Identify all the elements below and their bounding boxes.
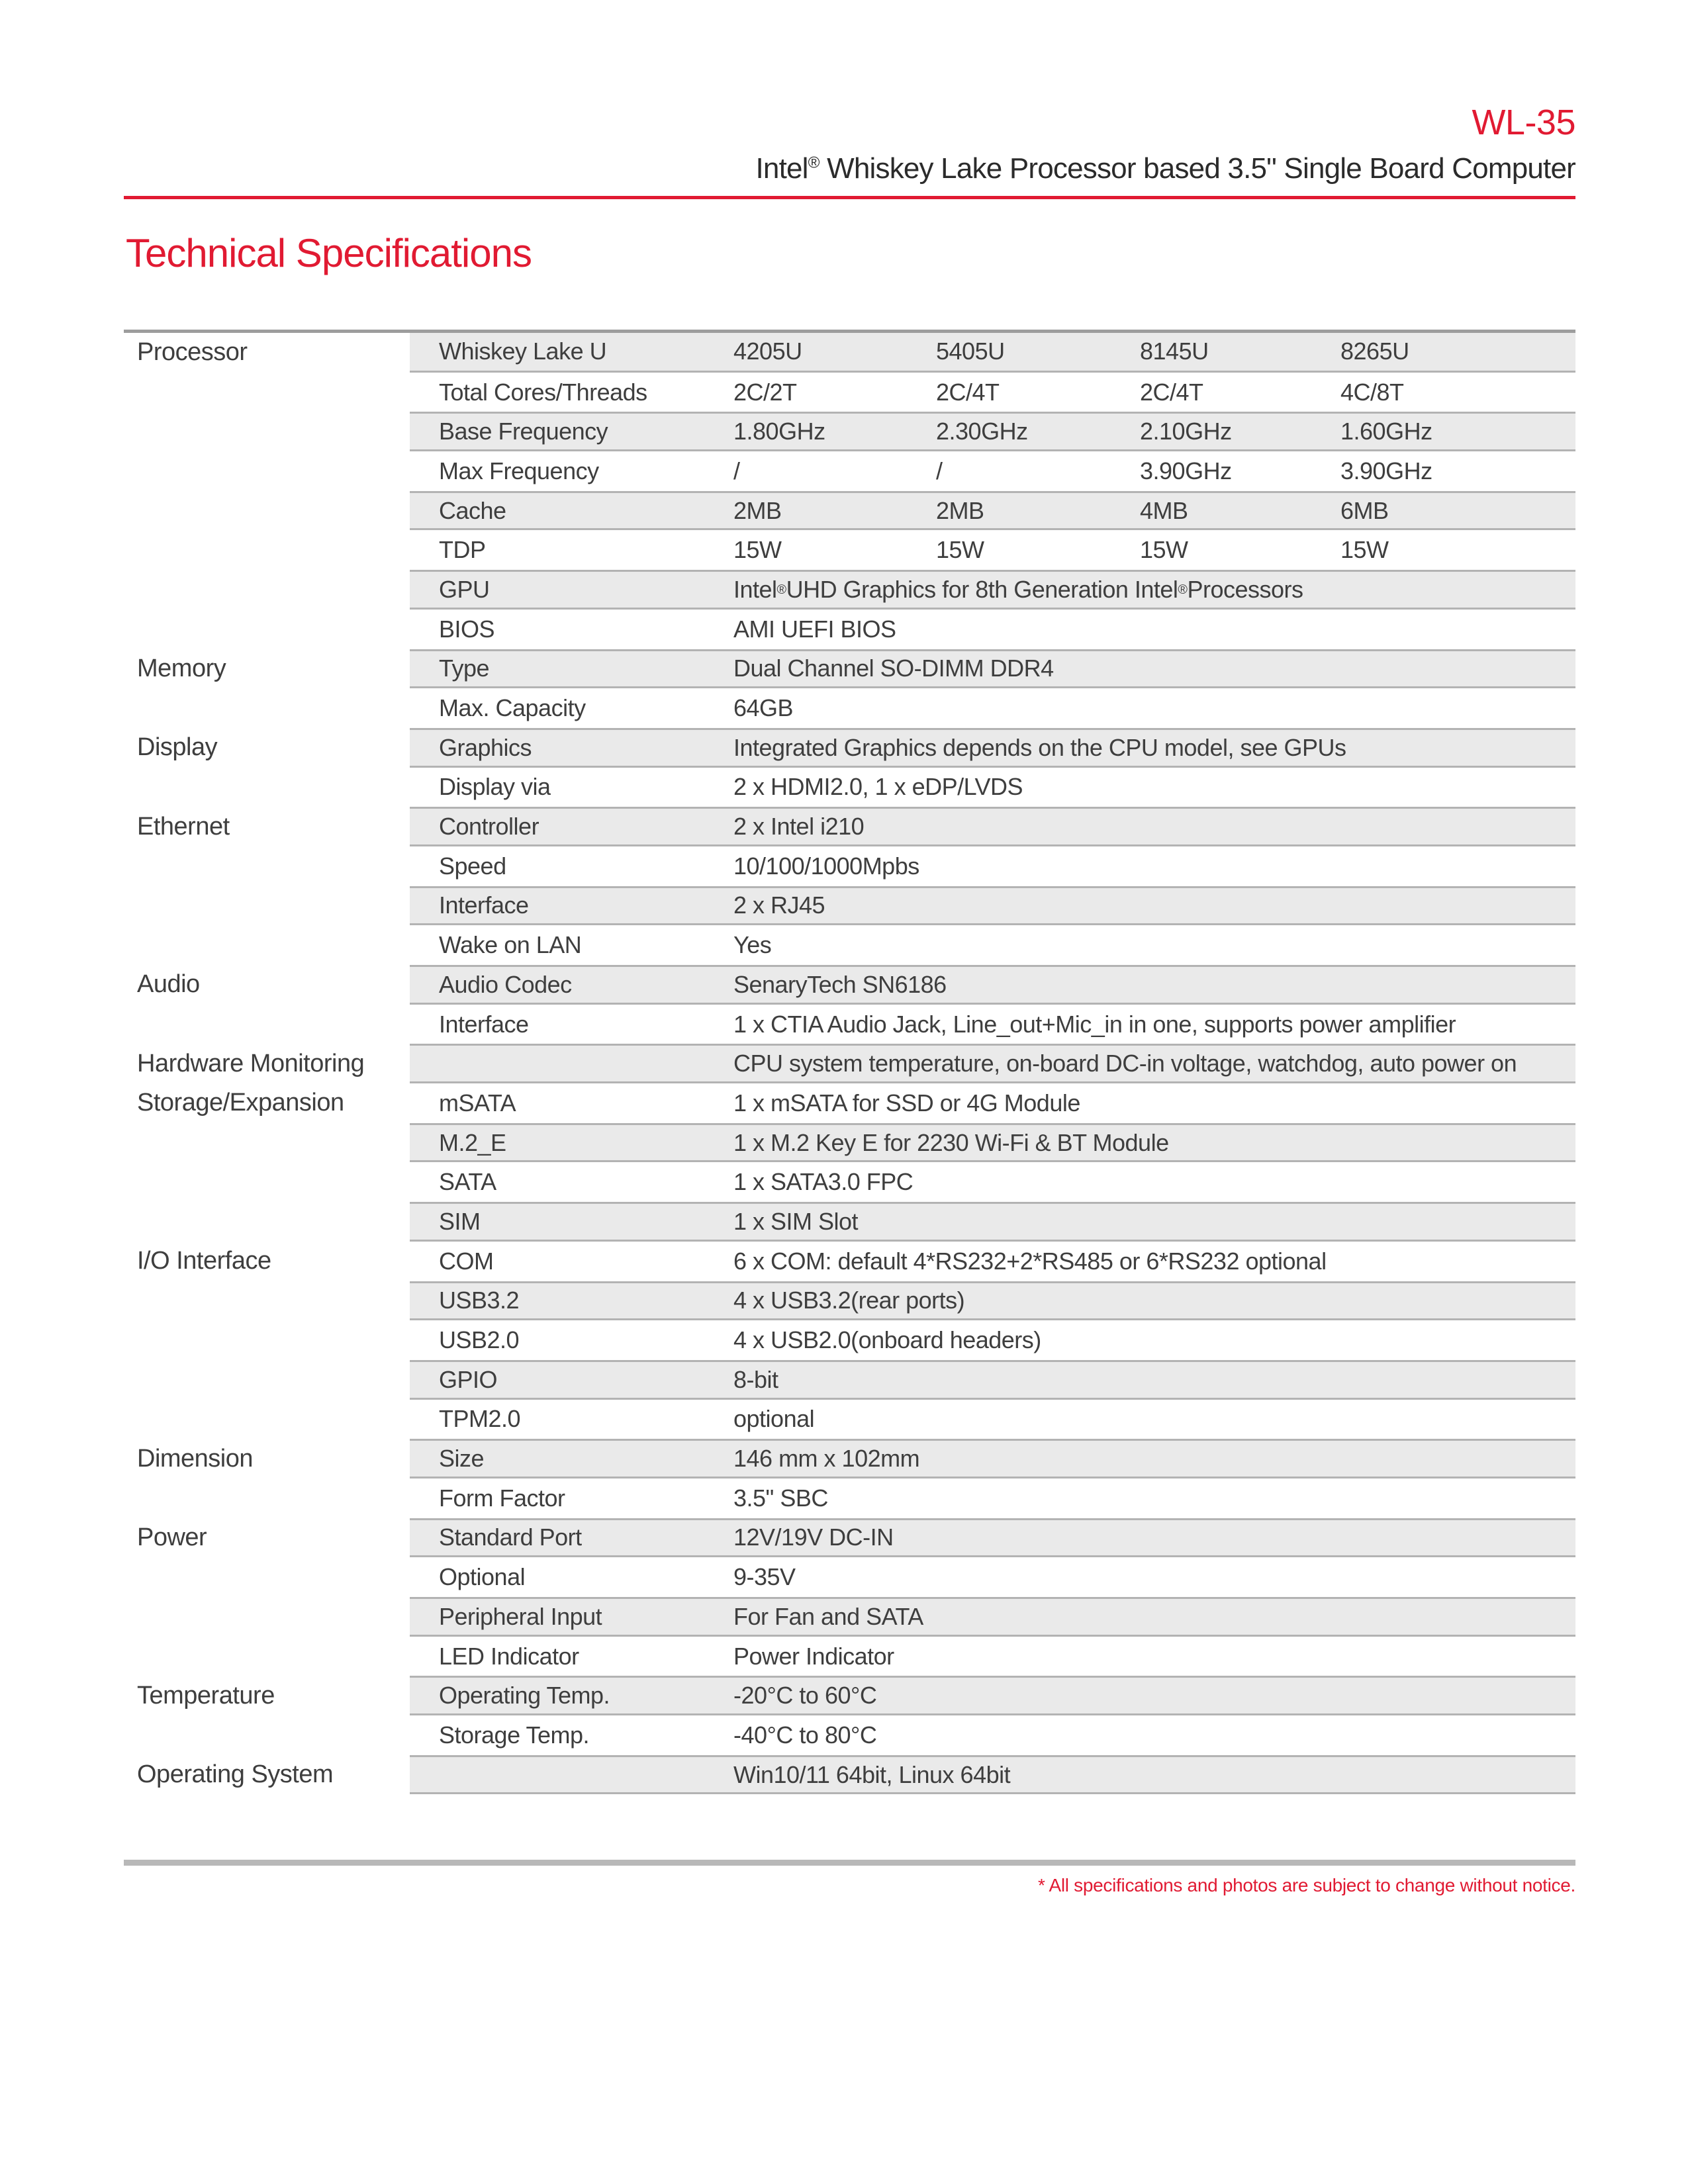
spec-label: Total Cores/Threads — [439, 378, 647, 406]
spec-value: 3.5" SBC — [733, 1484, 828, 1512]
category-cell — [124, 1202, 410, 1242]
spec-table — [124, 330, 1575, 1794]
category-cell — [124, 570, 410, 610]
row-content — [410, 1242, 1575, 1281]
row-content — [410, 1637, 1575, 1676]
row-content — [410, 1676, 1575, 1715]
spec-value: 4MB — [1140, 496, 1188, 524]
table-row — [124, 1676, 1575, 1715]
spec-value: 6MB — [1340, 496, 1389, 524]
spec-value: 3.90GHz — [1140, 457, 1232, 484]
spec-value: 2C/4T — [936, 378, 1000, 406]
spec-value: / — [936, 457, 943, 484]
table-row — [124, 1479, 1575, 1518]
category-cell — [124, 610, 410, 649]
row-content — [410, 965, 1575, 1005]
category-cell — [124, 1479, 410, 1518]
spec-value: / — [733, 457, 740, 484]
table-row — [124, 807, 1575, 846]
spec-value: 2MB — [733, 496, 782, 524]
row-content — [410, 649, 1575, 689]
spec-value: Power Indicator — [733, 1642, 894, 1670]
table-row — [124, 1597, 1575, 1637]
table-row — [124, 1162, 1575, 1202]
spec-value: Yes — [733, 931, 772, 959]
spec-label: TPM2.0 — [439, 1405, 521, 1433]
spec-label: Controller — [439, 813, 539, 841]
spec-value: 1.60GHz — [1340, 418, 1432, 445]
row-content — [410, 688, 1575, 728]
spec-label: Standard Port — [439, 1524, 582, 1551]
table-row — [124, 768, 1575, 807]
category-cell: Ethernet — [124, 807, 410, 846]
spec-value: 2 x Intel i210 — [733, 813, 865, 841]
spec-value: 15W — [936, 536, 984, 564]
spec-label: Wake on LAN — [439, 931, 582, 959]
row-content — [410, 1162, 1575, 1202]
spec-value: 4 x USB3.2(rear ports) — [733, 1287, 965, 1314]
spec-label: Speed — [439, 852, 506, 880]
table-row — [124, 1044, 1575, 1083]
table-row — [124, 1360, 1575, 1400]
spec-value: 8265U — [1340, 338, 1409, 365]
category-cell: Memory — [124, 649, 410, 689]
row-content — [410, 610, 1575, 649]
spec-value: 1 x SATA3.0 FPC — [733, 1168, 914, 1196]
spec-value: 2 x HDMI2.0, 1 x eDP/LVDS — [733, 773, 1023, 801]
spec-value: 15W — [1340, 536, 1389, 564]
row-content — [410, 1557, 1575, 1597]
row-content — [410, 1123, 1575, 1163]
spec-value: 15W — [1140, 536, 1188, 564]
table-row — [124, 1518, 1575, 1558]
category-cell — [124, 530, 410, 570]
table-row — [124, 1715, 1575, 1755]
spec-label: SIM — [439, 1207, 481, 1235]
spec-label: Size — [439, 1445, 485, 1473]
spec-label: Audio Codec — [439, 970, 572, 998]
row-content — [410, 1518, 1575, 1558]
table-row — [124, 1242, 1575, 1281]
spec-value: Dual Channel SO-DIMM DDR4 — [733, 655, 1054, 682]
spec-value: 5405U — [936, 338, 1005, 365]
spec-label — [410, 1757, 729, 1793]
spec-value: 8-bit — [733, 1365, 778, 1393]
spec-label: Peripheral Input — [439, 1602, 602, 1630]
spec-value: 9-35V — [733, 1563, 796, 1591]
spec-label: USB3.2 — [439, 1287, 520, 1314]
category-cell: Processor — [124, 333, 410, 373]
spec-value: 10/100/1000Mpbs — [733, 852, 919, 880]
spec-value: SenaryTech SN6186 — [733, 970, 947, 998]
category-cell — [124, 1162, 410, 1202]
category-cell: Power — [124, 1518, 410, 1558]
spec-label: Max. Capacity — [439, 694, 586, 722]
spec-label: Base Frequency — [439, 418, 608, 445]
table-row — [124, 1281, 1575, 1321]
table-row — [124, 1439, 1575, 1479]
row-content — [410, 1479, 1575, 1518]
category-cell — [124, 451, 410, 491]
category-cell — [124, 1557, 410, 1597]
spec-value: 2C/4T — [1140, 378, 1203, 406]
table-row — [124, 530, 1575, 570]
spec-value: -20°C to 60°C — [733, 1682, 877, 1709]
spec-value: 4 x USB2.0(onboard headers) — [733, 1326, 1041, 1354]
row-content — [410, 451, 1575, 491]
category-cell — [124, 1123, 410, 1163]
table-row — [124, 333, 1575, 373]
row-content — [410, 1005, 1575, 1044]
category-cell — [124, 886, 410, 926]
table-row — [124, 1400, 1575, 1439]
spec-value: Intel ® UHD Graphics for 8th Generation Intel ® Processors — [733, 575, 1303, 603]
table-bottom-bar — [124, 1860, 1575, 1866]
row-content — [410, 1083, 1575, 1123]
table-row — [124, 1083, 1575, 1123]
spec-label: GPIO — [439, 1365, 498, 1393]
row-content — [410, 1202, 1575, 1242]
row-content — [410, 1281, 1575, 1321]
table-row — [124, 412, 1575, 451]
spec-value: For Fan and SATA — [733, 1602, 923, 1630]
table-row — [124, 451, 1575, 491]
spec-value: 8145U — [1140, 338, 1209, 365]
category-cell — [124, 1005, 410, 1044]
product-code: WL-35 — [1472, 103, 1575, 142]
spec-label: Display via — [439, 773, 551, 801]
page-subtitle: Intel® Whiskey Lake Processor based 3.5" Single Board Computer — [755, 152, 1575, 185]
category-cell: Audio — [124, 965, 410, 1005]
table-row — [124, 925, 1575, 965]
row-content — [410, 530, 1575, 570]
row-content — [410, 1715, 1575, 1755]
row-content — [410, 1597, 1575, 1637]
spec-value: Win10/11 64bit, Linux 64bit — [733, 1760, 1011, 1788]
spec-value: 15W — [733, 536, 782, 564]
spec-label: Storage Temp. — [439, 1721, 589, 1749]
row-content — [410, 846, 1575, 886]
table-row — [124, 846, 1575, 886]
row-content — [410, 925, 1575, 965]
table-row — [124, 886, 1575, 926]
row-content — [410, 1044, 1575, 1083]
spec-label: LED Indicator — [439, 1642, 579, 1670]
spec-label: Whiskey Lake U — [439, 338, 607, 365]
spec-value: 1 x mSATA for SSD or 4G Module — [733, 1089, 1080, 1116]
spec-value: 146 mm x 102mm — [733, 1445, 920, 1473]
category-cell — [124, 688, 410, 728]
spec-value: 1 x CTIA Audio Jack, Line_out+Mic_in in one, supports power amplifier — [733, 1010, 1456, 1038]
row-content — [410, 728, 1575, 768]
category-cell — [124, 1400, 410, 1439]
category-cell — [124, 1715, 410, 1755]
spec-label: M.2_E — [439, 1128, 506, 1156]
spec-value: 2MB — [936, 496, 984, 524]
table-row — [124, 373, 1575, 412]
spec-value: 6 x COM: default 4*RS232+2*RS485 or 6*RS232 optional — [733, 1247, 1327, 1275]
footnote: * All specifications and photos are subject to change without notice. — [1037, 1875, 1575, 1895]
table-row — [124, 1202, 1575, 1242]
spec-value: CPU system temperature, on-board DC-in voltage, watchdog, auto power on — [733, 1050, 1517, 1077]
category-cell: Storage/Expansion — [124, 1083, 410, 1123]
category-cell — [124, 768, 410, 807]
category-cell — [124, 1320, 410, 1360]
row-content — [410, 1439, 1575, 1479]
category-cell: Dimension — [124, 1439, 410, 1479]
row-content — [410, 1320, 1575, 1360]
category-cell — [124, 1637, 410, 1676]
row-content — [410, 1360, 1575, 1400]
spec-value: 2.30GHz — [936, 418, 1028, 445]
table-row — [124, 1637, 1575, 1676]
spec-label: Operating Temp. — [439, 1682, 610, 1709]
spec-label: USB2.0 — [439, 1326, 520, 1354]
spec-label: Max Frequency — [439, 457, 599, 484]
spec-label: BIOS — [439, 615, 495, 643]
spec-value: -40°C to 80°C — [733, 1721, 877, 1749]
row-content — [410, 768, 1575, 807]
row-content — [410, 807, 1575, 846]
spec-value: 1.80GHz — [733, 418, 825, 445]
spec-value: 4205U — [733, 338, 802, 365]
table-row — [124, 1320, 1575, 1360]
spec-label: Type — [439, 655, 490, 682]
row-content — [410, 1755, 1575, 1795]
spec-value: 1 x M.2 Key E for 2230 Wi-Fi & BT Module — [733, 1128, 1169, 1156]
category-cell — [124, 1597, 410, 1637]
table-row — [124, 688, 1575, 728]
spec-label: Interface — [439, 1010, 529, 1038]
category-cell: Temperature — [124, 1676, 410, 1715]
table-row — [124, 1755, 1575, 1795]
table-row — [124, 728, 1575, 768]
spec-label: Cache — [439, 496, 506, 524]
category-cell — [124, 846, 410, 886]
spec-label: Interface — [439, 891, 529, 919]
spec-value: optional — [733, 1405, 815, 1433]
spec-label: Optional — [439, 1563, 526, 1591]
row-content — [410, 491, 1575, 531]
row-content — [410, 1400, 1575, 1439]
table-row — [124, 649, 1575, 689]
spec-value: 64GB — [733, 694, 794, 722]
spec-value: 4C/8T — [1340, 378, 1404, 406]
category-cell: I/O Interface — [124, 1242, 410, 1281]
spec-label: Form Factor — [439, 1484, 565, 1512]
row-content — [410, 570, 1575, 610]
section-title: Technical Specifications — [126, 231, 532, 275]
spec-label: COM — [439, 1247, 494, 1275]
spec-value: Integrated Graphics depends on the CPU model, see GPUs — [733, 733, 1346, 761]
table-row — [124, 1123, 1575, 1163]
spec-label — [410, 1046, 729, 1081]
spec-value: 2 x RJ45 — [733, 891, 825, 919]
table-row — [124, 491, 1575, 531]
spec-label: GPU — [439, 575, 490, 603]
category-cell — [124, 491, 410, 531]
header-divider — [124, 196, 1575, 199]
spec-label: Graphics — [439, 733, 532, 761]
row-content — [410, 373, 1575, 412]
category-cell: Operating System — [124, 1755, 410, 1795]
table-row — [124, 1005, 1575, 1044]
spec-value: 2.10GHz — [1140, 418, 1232, 445]
category-cell — [124, 373, 410, 412]
spec-value: 1 x SIM Slot — [733, 1207, 859, 1235]
row-content — [410, 886, 1575, 926]
category-cell — [124, 1360, 410, 1400]
category-cell: Hardware Monitoring — [124, 1044, 410, 1083]
table-row — [124, 965, 1575, 1005]
category-cell — [124, 1281, 410, 1321]
spec-label: mSATA — [439, 1089, 516, 1116]
spec-value: 12V/19V DC-IN — [733, 1524, 894, 1551]
spec-label: TDP — [439, 536, 486, 564]
spec-label: SATA — [439, 1168, 496, 1196]
category-cell — [124, 925, 410, 965]
spec-value: 2C/2T — [733, 378, 797, 406]
spec-value: AMI UEFI BIOS — [733, 615, 896, 643]
row-content — [410, 412, 1575, 451]
table-row — [124, 1557, 1575, 1597]
table-row — [124, 610, 1575, 649]
category-cell: Display — [124, 728, 410, 768]
table-row — [124, 570, 1575, 610]
row-content — [410, 333, 1575, 373]
category-cell — [124, 412, 410, 451]
spec-value: 3.90GHz — [1340, 457, 1432, 484]
